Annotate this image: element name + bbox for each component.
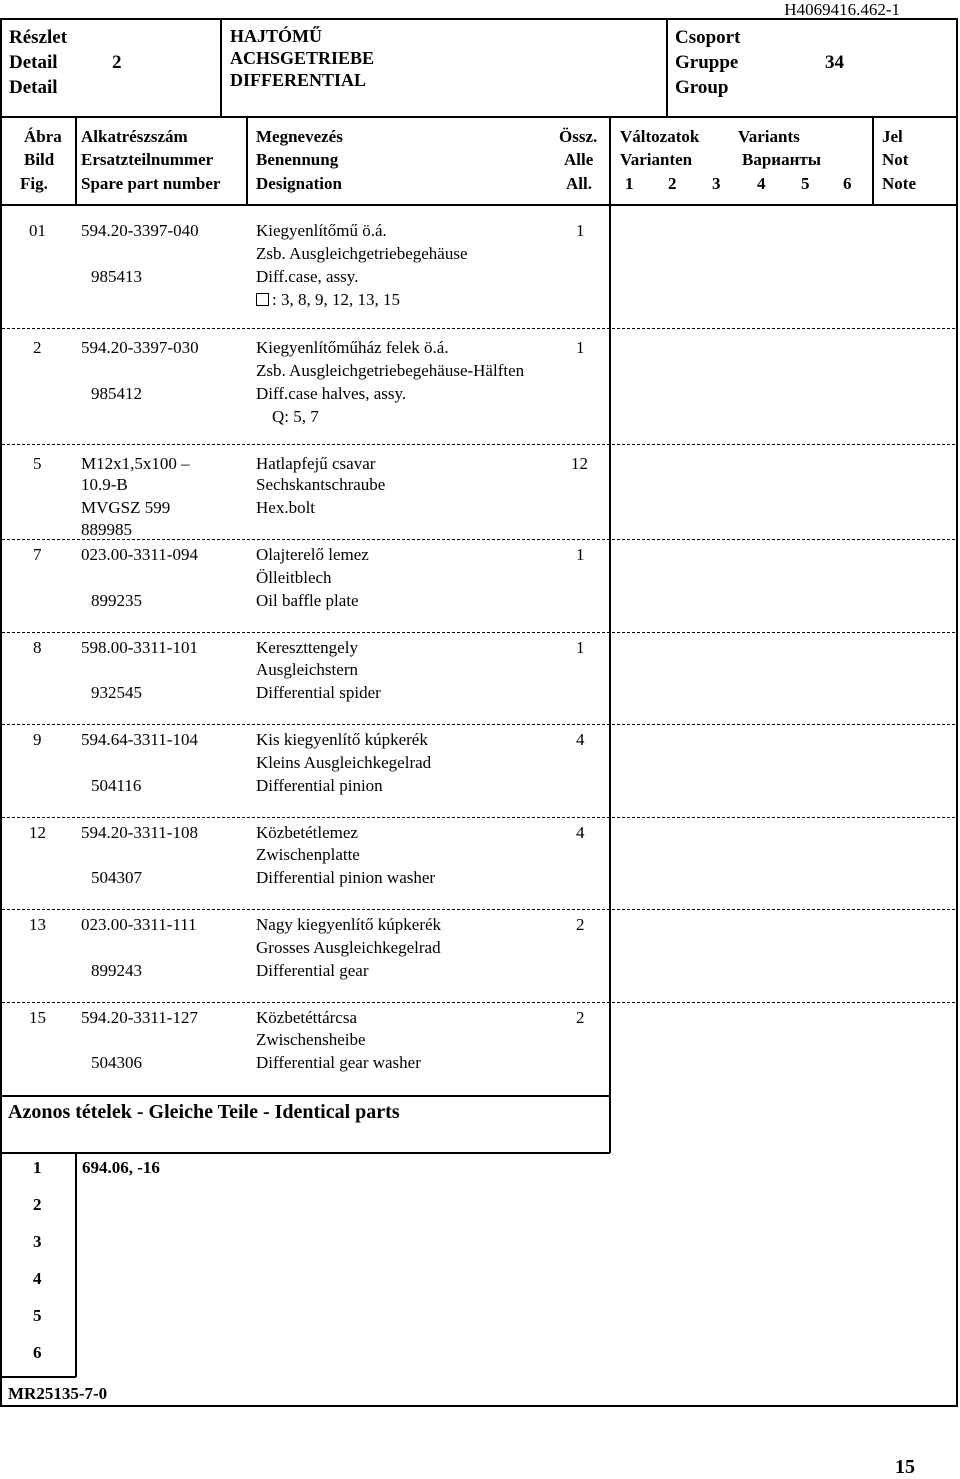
row-fig: 5 xyxy=(33,454,42,473)
variant-col-2: 2 xyxy=(668,174,677,193)
row-part: M12x1,5x100 – xyxy=(81,454,190,473)
detail-label-hu: Részlet xyxy=(9,27,68,48)
row-part-code: 504116 xyxy=(91,776,142,795)
identical-list-bottom xyxy=(0,1376,76,1378)
identical-item-number: 3 xyxy=(33,1232,42,1251)
row-desc-en: Oil baffle plate xyxy=(256,591,359,610)
column-header-bottom-rule xyxy=(0,204,958,206)
detail-number: 2 xyxy=(112,52,122,73)
page-number: 15 xyxy=(895,1456,915,1478)
row-part: 594.20-3397-040 xyxy=(81,221,199,240)
row-part: 594.64-3311-104 xyxy=(81,730,198,749)
row-part: 594.20-3311-127 xyxy=(81,1008,198,1027)
row-desc-hu: Kereszttengely xyxy=(256,638,358,657)
row-part: 598.00-3311-101 xyxy=(81,638,198,657)
detail-label-en: Detail xyxy=(9,77,58,98)
col-part-hu: Alkatrészszám xyxy=(81,127,188,146)
identical-item-value: 694.06, -16 xyxy=(82,1158,160,1177)
row-qty: 4 xyxy=(576,730,585,749)
row-part-code: 985413 xyxy=(91,267,142,286)
row-qty: 12 xyxy=(571,454,588,473)
row-desc-en: Diff.case, assy. xyxy=(256,267,359,286)
col-divider xyxy=(872,116,874,206)
identical-top-rule xyxy=(0,1095,610,1097)
row-part-code: 889985 xyxy=(81,520,132,539)
col-qty-de: Alle xyxy=(564,150,594,169)
title-hu: HAJTÓMŰ xyxy=(230,26,322,46)
row-desc-en: Hex.bolt xyxy=(256,498,316,517)
title-de: ACHSGETRIEBE xyxy=(230,48,375,68)
variant-col-6: 6 xyxy=(843,174,852,193)
identical-col-divider xyxy=(75,1152,77,1377)
identical-item-number: 5 xyxy=(33,1306,42,1325)
document-id: H4069416.462-1 xyxy=(784,0,900,19)
identical-item-number: 1 xyxy=(33,1158,42,1177)
col-qty-en: All. xyxy=(566,174,592,193)
row-desc-hu: Kiegyenlítőmű ö.á. xyxy=(256,221,387,240)
row-qty: 1 xyxy=(576,638,585,657)
row-separator xyxy=(2,328,955,329)
row-desc-hu: Hatlapfejű csavar xyxy=(256,454,376,473)
row-separator xyxy=(2,539,955,540)
col-divider xyxy=(75,116,77,206)
row-desc-de: Zwischenplatte xyxy=(256,845,360,864)
row-desc-de: Sechskantschraube xyxy=(256,475,386,494)
identical-item-number: 6 xyxy=(33,1343,42,1362)
detail-label-de: Detail xyxy=(9,52,58,73)
row-fig: 13 xyxy=(29,915,46,934)
body-col-divider xyxy=(609,204,611,1104)
row-desc-en: Differential gear xyxy=(256,961,369,980)
identical-box-right xyxy=(609,1095,611,1153)
row-fig: 01 xyxy=(29,221,46,240)
row-desc-de: Kleins Ausgleichkegelrad xyxy=(256,753,432,772)
col-variants-hu: Változatok xyxy=(620,127,700,146)
row-qty: 1 xyxy=(576,545,585,564)
col-divider xyxy=(609,116,611,206)
col-variants-en: Variants xyxy=(738,127,800,146)
col-fig-en: Fig. xyxy=(20,174,48,193)
col-desc-en: Designation xyxy=(256,174,342,193)
identical-item-number: 4 xyxy=(33,1269,42,1288)
variant-col-3: 3 xyxy=(712,174,721,193)
row-desc-de: Zsb. Ausgleichgetriebegehäuse xyxy=(256,244,468,263)
row-desc-de: Zsb. Ausgleichgetriebegehäuse-Hälften xyxy=(256,361,525,380)
row-fig: 15 xyxy=(29,1008,46,1027)
row-separator xyxy=(2,444,955,445)
row-desc-en: Differential pinion washer xyxy=(256,868,436,887)
col-note-de: Not xyxy=(882,150,909,169)
row-part-2: 10.9-B xyxy=(81,475,128,494)
drawing-number: MR25135-7-0 xyxy=(8,1384,108,1403)
row-qty: 1 xyxy=(576,338,585,357)
variant-col-5: 5 xyxy=(801,174,810,193)
row-desc-en: Differential pinion xyxy=(256,776,383,795)
row-part-code: 899243 xyxy=(91,961,142,980)
title-en: DIFFERENTIAL xyxy=(230,70,367,90)
row-desc-extra: Q: 5, 7 xyxy=(272,407,319,426)
col-variants-de: Varianten xyxy=(620,150,693,169)
row-desc-de: Zwischensheibe xyxy=(256,1030,366,1049)
header-bottom-rule xyxy=(0,116,958,118)
row-part: 023.00-3311-111 xyxy=(81,915,197,934)
group-label-hu: Csoport xyxy=(675,27,741,48)
group-number: 34 xyxy=(825,52,844,73)
row-qty: 2 xyxy=(576,1008,585,1027)
row-part: 594.20-3397-030 xyxy=(81,338,199,357)
col-note-hu: Jel xyxy=(882,127,903,146)
row-fig: 2 xyxy=(33,338,42,357)
group-label-en: Group xyxy=(675,77,729,98)
col-fig-de: Bild xyxy=(24,150,55,169)
row-desc-extra-text: : 3, 8, 9, 12, 13, 15 xyxy=(272,290,400,309)
row-desc-en: Diff.case halves, assy. xyxy=(256,384,407,403)
col-desc-de: Benennung xyxy=(256,150,339,169)
row-part-code: 504306 xyxy=(91,1053,142,1072)
row-qty: 4 xyxy=(576,823,585,842)
row-part-code: 504307 xyxy=(91,868,142,887)
row-desc-de: Grosses Ausgleichkegelrad xyxy=(256,938,441,957)
row-desc-hu: Nagy kiegyenlítő kúpkerék xyxy=(256,915,442,934)
col-part-de: Ersatzteilnummer xyxy=(81,150,214,169)
variant-col-1: 1 xyxy=(625,174,634,193)
row-desc-extra xyxy=(256,288,400,311)
row-fig: 9 xyxy=(33,730,42,749)
row-separator xyxy=(2,909,955,910)
row-desc-de: Ausgleichstern xyxy=(256,660,358,679)
header-divider xyxy=(666,18,668,118)
square-icon xyxy=(256,293,269,306)
row-part-3: MVGSZ 599 xyxy=(81,498,171,517)
row-desc-de: Ölleitblech xyxy=(256,568,332,587)
row-part-code: 985412 xyxy=(91,384,142,403)
identical-bottom-rule xyxy=(0,1152,610,1154)
col-note-en: Note xyxy=(882,174,916,193)
header-divider xyxy=(220,18,222,118)
col-variants-ru: Варианты xyxy=(742,150,822,169)
col-fig-hu: Ábra xyxy=(24,127,62,146)
row-qty: 1 xyxy=(576,221,585,240)
row-fig: 12 xyxy=(29,823,46,842)
col-divider xyxy=(246,116,248,206)
row-part: 594.20-3311-108 xyxy=(81,823,198,842)
row-fig: 7 xyxy=(33,545,42,564)
row-part-code: 899235 xyxy=(91,591,142,610)
row-qty: 2 xyxy=(576,915,585,934)
row-separator xyxy=(2,632,955,633)
col-part-en: Spare part number xyxy=(81,174,221,193)
identical-item-number: 2 xyxy=(33,1195,42,1214)
row-part: 023.00-3311-094 xyxy=(81,545,198,564)
row-separator xyxy=(2,1002,955,1003)
row-fig: 8 xyxy=(33,638,42,657)
row-desc-hu: Olajterelő lemez xyxy=(256,545,369,564)
row-desc-hu: Kis kiegyenlítő kúpkerék xyxy=(256,730,428,749)
variant-col-4: 4 xyxy=(757,174,766,193)
col-desc-hu: Megnevezés xyxy=(256,127,343,146)
row-separator xyxy=(2,724,955,725)
row-separator xyxy=(2,817,955,818)
row-part-code: 932545 xyxy=(91,683,142,702)
row-desc-hu: Közbetéttárcsa xyxy=(256,1008,357,1027)
col-qty-hu: Össz. xyxy=(559,127,598,146)
row-desc-en: Differential gear washer xyxy=(256,1053,421,1072)
identical-parts-title: Azonos tételek - Gleiche Teile - Identical parts xyxy=(8,1101,400,1123)
group-label-de: Gruppe xyxy=(675,52,739,73)
row-desc-hu: Kiegyenlítőműház felek ö.á. xyxy=(256,338,449,357)
row-desc-hu: Közbetétlemez xyxy=(256,823,358,842)
row-desc-en: Differential spider xyxy=(256,683,381,702)
